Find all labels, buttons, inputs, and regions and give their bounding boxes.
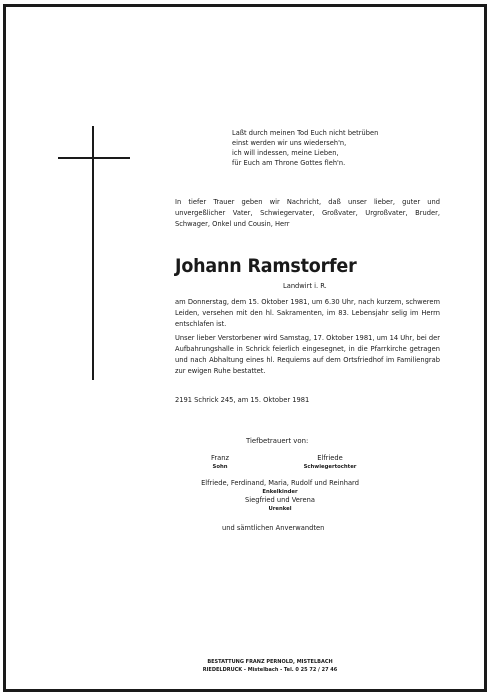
printer-footer: [170, 658, 370, 674]
footer-line: RIEDELDRUCK - Mistelbach - Tel. 0 25 72 / 27 46: [202, 667, 338, 673]
footer-line: BESTATTUNG FRANZ PERNOLD, MISTELBACH: [207, 659, 333, 665]
mourner-name: Elfriede: [317, 454, 343, 462]
mourner-role: Urenkel: [268, 506, 292, 512]
verse-line: für Euch am Throne Gottes fleh'n.: [232, 159, 346, 167]
mourner-great-grandchildren: [160, 496, 400, 513]
death-paragraph: am Donnerstag, dem 15. Oktober 1981, um 6.30 Uhr, nach kurzem, schwerem Leiden, versehen mit den hl. Sakramenten, im 83. Lebensjahr selig im Herrn entschlafen ist.: [175, 298, 440, 328]
mourner-name: Franz: [211, 454, 229, 462]
deceased-name: Johann Ramstorfer: [175, 255, 357, 277]
place-date: 2191 Schrick 245, am 15. Oktober 1981: [175, 396, 310, 404]
cross-horizontal-beam: [58, 157, 130, 159]
funeral-paragraph: Unser lieber Verstorbener wird Samstag, 17. Oktober 1981, um 14 Uhr, bei der Aufbahrungshalle in Schrick feierlich eingesegnet, in die Pfarrkirche getragen und nach Abhaltung eines hl. Requiems auf dem Ortsfriedhof im Familiengrab zur ewigen Ruhe bestattet.: [175, 334, 440, 375]
mourner-names: Siegfried und Verena: [245, 496, 315, 504]
mourner-daughter-in-law: [260, 454, 400, 471]
mourner-role: Sohn: [212, 464, 228, 470]
verse-line: einst werden wir uns wiederseh'n,: [232, 139, 347, 147]
verse-line: Laßt durch meinen Tod Euch nicht betrüben: [232, 129, 379, 137]
mourner-names: Elfriede, Ferdinand, Maria, Rudolf und Reinhard: [201, 479, 359, 487]
mourner-role: Schwiegertochter: [303, 464, 357, 470]
memorial-verse: [232, 128, 462, 168]
deceased-profession: Landwirt i. R.: [283, 282, 327, 290]
cross-vertical-beam: [92, 126, 94, 380]
relatives-line: und sämtlichen Anverwandten: [222, 524, 325, 532]
intro-paragraph: In tiefer Trauer geben wir Nachricht, daß unser lieber, guter und unvergeßlicher Vater, Schwiegervater, Großvater, Urgroßvater, Bruder, Schwager, Onkel und Cousin, Herr: [175, 198, 440, 228]
mourner-grandchildren: [160, 479, 400, 496]
verse-line: ich will indessen, meine Lieben,: [232, 149, 339, 157]
mourners-title: Tiefbetrauert von:: [246, 437, 309, 445]
mourner-role: Enkelkinder: [262, 489, 298, 495]
